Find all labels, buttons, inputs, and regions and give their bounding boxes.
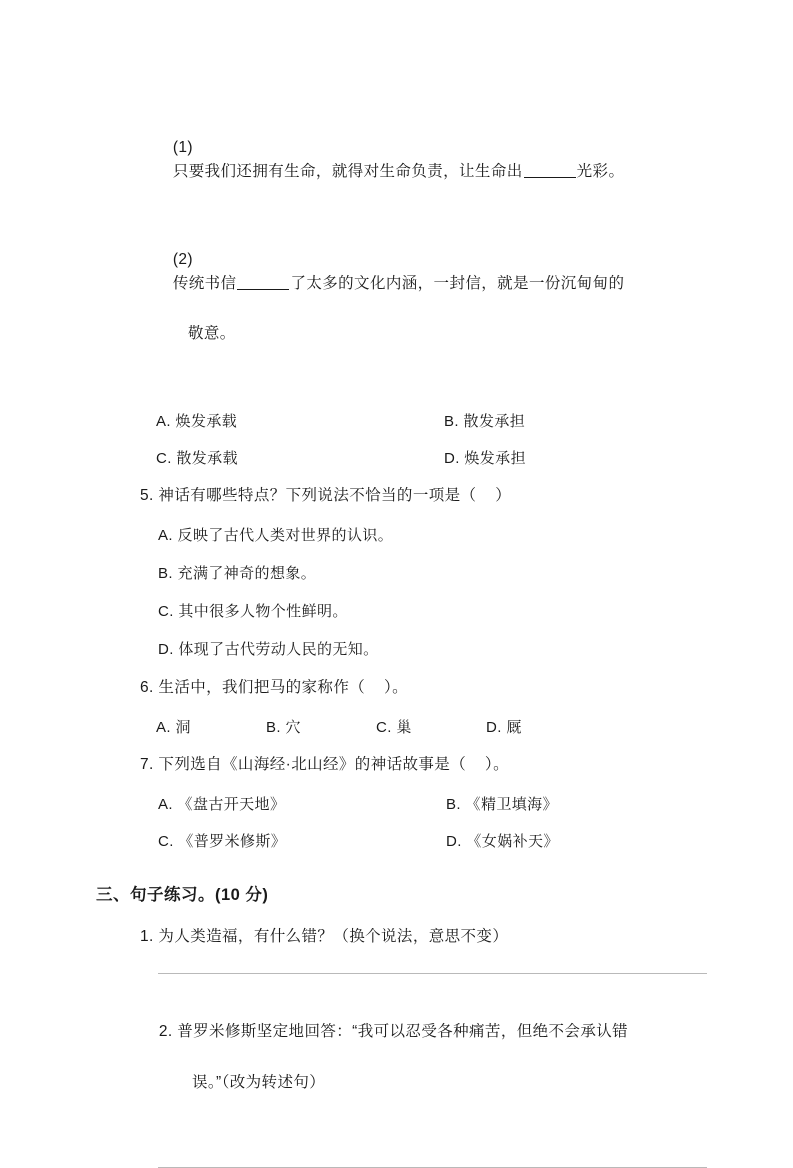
stem-continuation: 误。”（改为转述句） xyxy=(192,1074,326,1092)
option-b[interactable]: B. 散发承担 xyxy=(444,413,526,431)
sub-text-after: 了太多的文化内涵，一封信，就是一份沉甸甸的 xyxy=(290,275,625,293)
section-3-title: 三、句子练习。(10 分) xyxy=(96,886,269,905)
question-7-options-row-1 xyxy=(140,793,721,814)
option-c[interactable]: C. 散发承载 xyxy=(156,450,238,468)
stem-text: 2. 普罗米修斯坚定地回答：“我可以忍受各种痛苦，但绝不会承认错 xyxy=(158,1023,629,1041)
question-5-stem: 5. 神话有哪些特点？下列说法不恰当的一项是（ ） xyxy=(140,487,512,505)
question-5-option-c[interactable]: C. 其中很多人物个性鲜明。 xyxy=(158,603,348,621)
question-5-option-b[interactable]: B. 充满了神奇的想象。 xyxy=(158,565,317,583)
option-d[interactable]: D. 《女娲补天》 xyxy=(446,833,559,851)
sub-text: 传统书信 xyxy=(172,275,237,293)
question-4-sub-2 xyxy=(154,224,721,394)
option-b[interactable]: B. 穴 xyxy=(266,719,301,737)
sub-text-after: 光彩。 xyxy=(576,163,625,181)
option-d[interactable]: D. 厩 xyxy=(486,719,522,737)
sub-text: 只要我们还拥有生命，就得对生命负责，让生命出 xyxy=(172,163,523,181)
question-4-options-row-2 xyxy=(140,447,721,468)
fill-blank[interactable] xyxy=(524,177,576,178)
section-3-question-2-stem xyxy=(140,996,721,1143)
option-a[interactable]: A. 焕发承载 xyxy=(156,413,238,431)
question-4-options-row-1 xyxy=(140,410,721,431)
answer-line[interactable] xyxy=(158,973,707,974)
question-5-option-a[interactable]: A. 反映了古代人类对世界的认识。 xyxy=(158,527,394,545)
question-7-stem: 7. 下列选自《山海经·北山经》的神话故事是（ ）。 xyxy=(140,756,509,774)
question-7-options-row-2 xyxy=(140,830,721,851)
section-3-question-1-stem: 1. 为人类造福，有什么错？（换个说法，意思不变） xyxy=(140,928,509,946)
option-a[interactable]: A. 《盘古开天地》 xyxy=(158,796,286,814)
option-c[interactable]: C. 巢 xyxy=(376,719,412,737)
question-5-option-d[interactable]: D. 体现了古代劳动人民的无知。 xyxy=(158,641,379,659)
fill-blank[interactable] xyxy=(237,289,289,290)
sub-label: (2) xyxy=(172,251,193,269)
sub-label: (1) xyxy=(172,139,193,157)
question-6-options-row xyxy=(140,716,721,737)
option-c[interactable]: C. 《普罗米修斯》 xyxy=(158,833,287,851)
option-d[interactable]: D. 焕发承担 xyxy=(444,450,526,468)
question-4-sub-1 xyxy=(154,112,721,208)
option-b[interactable]: B. 《精卫填海》 xyxy=(446,796,558,814)
option-a[interactable]: A. 洞 xyxy=(156,719,191,737)
sub-text-continuation: 敬意。 xyxy=(188,325,236,343)
question-6-stem: 6. 生活中，我们把马的家称作（ ）。 xyxy=(140,679,409,697)
